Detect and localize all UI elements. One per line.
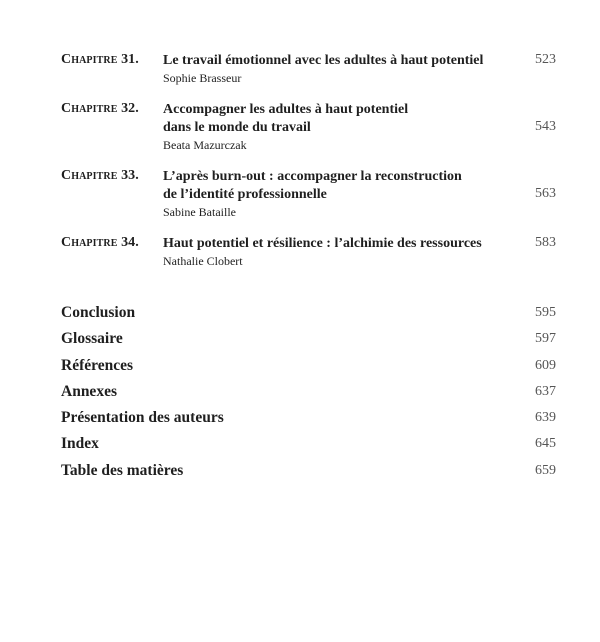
entry-page-number: 639	[535, 410, 556, 426]
chapter-author: Nathalie Clobert	[163, 254, 243, 268]
chapter-page-number: 523	[535, 52, 556, 67]
entry-label: Conclusion	[61, 304, 136, 321]
chapter-label: Chapitre 33.	[61, 168, 139, 183]
entry-page-number: 637	[535, 383, 556, 399]
chapter-title: Le travail émotionnel avec les adultes à haut potentiel	[163, 53, 484, 68]
entry-label: Présentation des auteurs	[61, 409, 224, 427]
entry-label: Index	[61, 435, 99, 453]
chapter-body	[163, 168, 513, 220]
chapter-label: Chapitre 32.	[61, 101, 139, 116]
chapter-label: Chapitre 31.	[61, 52, 139, 67]
toc-entry-glossaire[interactable]	[61, 329, 556, 355]
entry-label: Annexes	[61, 382, 117, 400]
toc-entry-presentation-auteurs[interactable]	[61, 408, 556, 434]
toc-entry-annexes[interactable]	[61, 382, 556, 408]
chapter-author: Sophie Brasseur	[163, 71, 242, 85]
entry-page-number: 597	[535, 331, 556, 347]
chapter-title: Accompagner les adultes à haut potentiel dans le monde du travail	[163, 102, 409, 135]
entry-label: Table des matières	[61, 461, 184, 479]
chapter-body	[163, 235, 513, 269]
chapter-page-number: 563	[535, 186, 556, 201]
entry-label: Références	[61, 356, 134, 374]
chapter-title: Haut potentiel et résilience : l’alchimie des ressources	[163, 236, 482, 251]
toc-entry-references[interactable]	[61, 356, 556, 382]
chapter-author: Sabine Bataille	[163, 205, 236, 219]
chapter-label: Chapitre 34.	[61, 235, 139, 250]
chapter-page-number: 583	[535, 235, 556, 250]
entry-page-number: 595	[535, 305, 556, 320]
chapter-page-number: 543	[535, 119, 556, 134]
chapter-body	[163, 101, 513, 153]
toc-entry-conclusion[interactable]	[61, 303, 556, 329]
toc-entry-index[interactable]	[61, 434, 556, 460]
chapter-body	[163, 52, 513, 86]
entry-page-number: 609	[535, 357, 556, 373]
entry-page-number: 645	[535, 436, 556, 452]
entry-page-number: 659	[535, 462, 556, 478]
chapter-author: Beata Mazurczak	[163, 138, 247, 152]
chapter-title: L’après burn-out : accompagner la reconstruction de l’identité professionnelle	[163, 169, 462, 202]
toc-backmatter-list	[61, 303, 556, 487]
entry-label: Glossaire	[61, 330, 123, 348]
toc-entry-table-des-matieres[interactable]	[61, 461, 556, 487]
